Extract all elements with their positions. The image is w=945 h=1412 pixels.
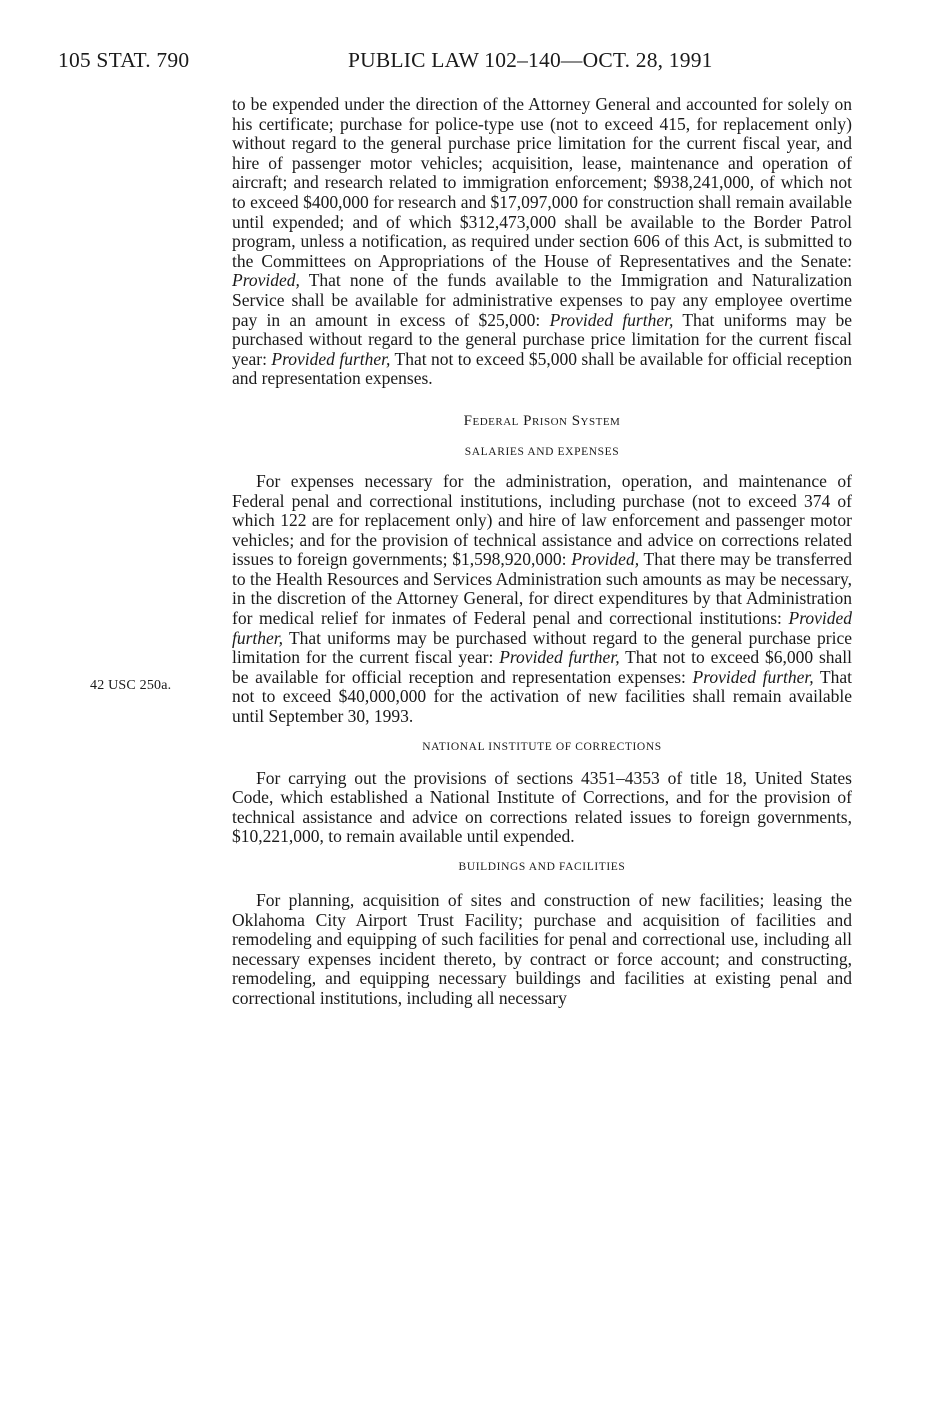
buildings-paragraph: For planning, acquisition of sites and construction of new facilities; leasing the Oklahoma City Airport Trust Facility; purchase and acquisition of facilities and remodeling and equipping of such facilities for penal and correctional use, including all necessary expenses incident thereto, by contract or force account; and constructing, remodeling, and equipping necessary buildings and facilities at existing penal and correctional institutions, including all necessary: [232, 890, 852, 1008]
main-text-column: [232, 95, 852, 1009]
nic-paragraph: For carrying out the provisions of sections 4351–4353 of title 18, United States Code, which established a National Institute of Corrections, and for the provision of technical assistance and advice on corrections related issues to foreign governments, $10,221,000, to remain available until expended.: [232, 767, 852, 847]
nic-heading: NATIONAL INSTITUTE OF CORRECTIONS: [422, 740, 662, 753]
salaries-expenses-heading: SALARIES AND EXPENSES: [464, 445, 620, 458]
intro-paragraph: to be expended under the direction of the Attorney General and accounted for solely on his certificate; purchase for police-type use (not to exceed 415, for replacement only) without regard to the general purchase price limitation for the current fiscal year, and hire of passenger motor vehicles; acquisition, lease, maintenance and operation of aircraft; and research related to immigration enforcement; $938,241,000, of which not to exceed $400,000 for research and $17,097,000 for construction shall remain available until expended; and of which $312,473,000 shall be available to the Border Patrol program, unless a notification, as required under section 606 of this Act, is submitted to the Committees on Appropriations of the House of Representatives and the Senate: Provided, That none of the funds available to the Immigration and Naturalization Service shall be available for administrative expenses to pay any employee overtime pay in an amount in excess of $25,000: Provided further, That uniforms may be purchased without regard to the general purchase price limitation for the current fiscal year: Provided further, That not to exceed $5,000 shall be available for official reception and representation expenses.: [232, 94, 852, 389]
salaries-paragraph: For expenses necessary for the administration, operation, and maintenance of Federal penal and correctional institutions, including purchase (not to exceed 374 of which 122 are for replacement only) and hire of law enforcement and passenger motor vehicles; and for the provision of technical assistance and advice on corrections related issues to foreign governments; $1,598,920,000: Provided, That there may be transferred to the Health Resources and Services Administration such amounts as may be necessary, in the discretion of the Attorney General, for direct expenditures by that Administration for medical relief for inmates of Federal penal and correctional institutions: Provided further, That uniforms may be purchased without regard to the general purchase price limitation for the current fiscal year: Provided further, That not to exceed $6,000 shall be available for official reception and representation expenses: Provided further, That not to exceed $40,000,000 for the activation of new facilities shall remain available until September 30, 1993.: [232, 470, 852, 727]
buildings-heading: BUILDINGS AND FACILITIES: [458, 861, 626, 873]
federal-prison-heading: Federal Prison System: [463, 412, 621, 429]
stat-page-number: 105 STAT. 790: [58, 48, 190, 72]
running-head: [58, 48, 858, 78]
margin-citation: 42 USC 250a.: [90, 678, 172, 693]
public-law-title: PUBLIC LAW 102–140—OCT. 28, 1991: [348, 48, 713, 72]
